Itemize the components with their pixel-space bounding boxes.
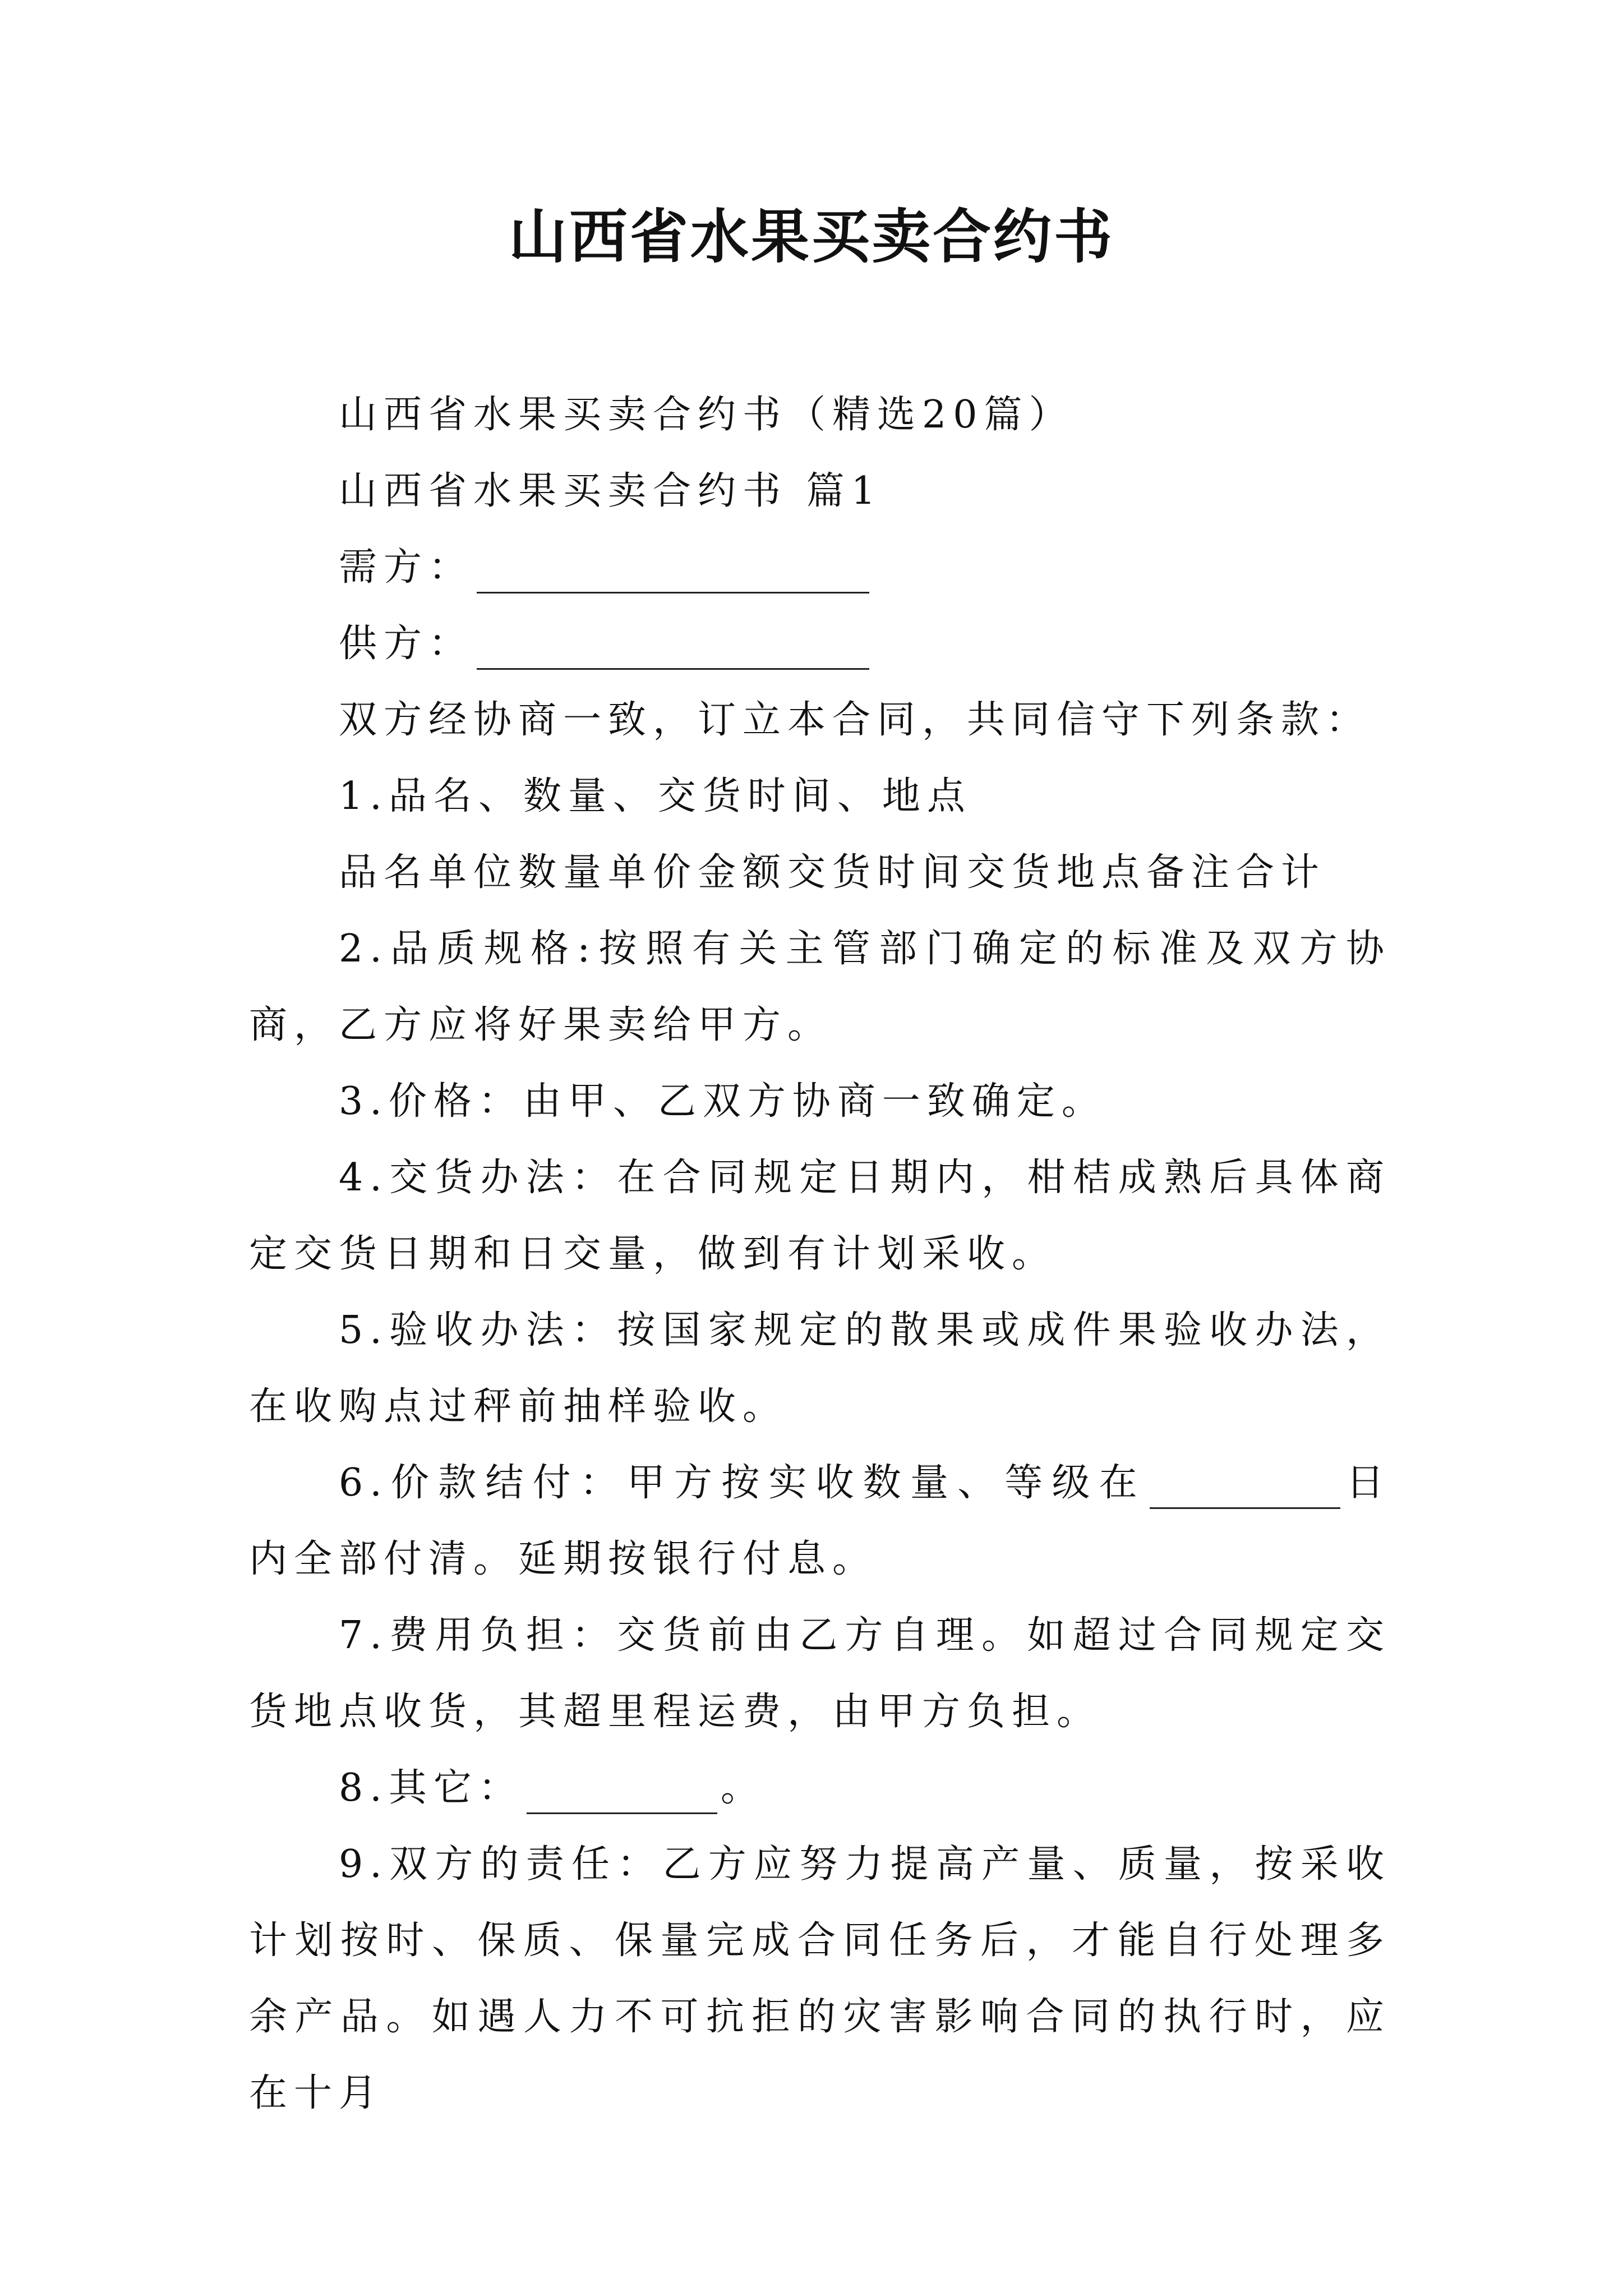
payment-days-blank [1150,1467,1340,1509]
table-header-line: 品名单位数量单价金额交货时间交货地点备注合计 [339,850,1326,895]
clause-4: 4.交货办法：在合同规定日期内，柑桔成熟后具体商定交货日期和日交量，做到有计划采收。 [249,1156,1391,1276]
buyer-blank [477,551,869,593]
clause-6-text-before: 6.价款结付：甲方按实收数量、等级在 [339,1461,1146,1505]
seller-label: 供方： [339,622,474,666]
seller-line [249,606,1391,682]
clause-1-heading: 1.品名、数量、交货时间、地点 [339,774,972,818]
section-heading: 山西省水果买卖合约书 篇1 [339,469,882,513]
buyer-label: 需方： [339,545,474,590]
subtitle: 山西省水果买卖合约书（精选20篇） [339,393,1074,437]
other-terms-blank [527,1772,717,1814]
document-body [249,377,1391,2132]
clause-9: 9.双方的责任：乙方应努力提高产量、质量，按采收计划按时、保质、保量完成合同任务后，才能自行处理多余产品。如遇人力不可抗拒的灾害影响合同的执行时，应在十月 [249,1842,1391,2115]
clause-8-text-before: 8.其它： [339,1766,523,1810]
clause-3: 3.价格：由甲、乙双方协商一致确定。 [339,1079,1106,1124]
clause-2: 2.品质规格:按照有关主管部门确定的标准及双方协商，乙方应将好果卖给甲方。 [249,927,1391,1047]
clause-8 [249,1750,1391,1826]
intro-paragraph: 双方经协商一致，订立本合同，共同信守下列条款： [339,698,1371,742]
buyer-line [249,530,1391,606]
document-title: 山西省水果买卖合约书 [508,202,1114,271]
clause-5: 5.验收办法：按国家规定的散果或成件果验收办法，在收购点过秤前抽样验收。 [249,1308,1391,1429]
seller-blank [477,628,869,670]
clause-6 [249,1445,1391,1598]
clause-7: 7.费用负担：交货前由乙方自理。如超过合同规定交货地点收货，其超里程运费，由甲方负担。 [249,1613,1391,1734]
clause-6-text-after: 日内全部付清。延期按银行付息。 [249,1461,1391,1581]
clause-8-text-after: 。 [720,1766,766,1810]
